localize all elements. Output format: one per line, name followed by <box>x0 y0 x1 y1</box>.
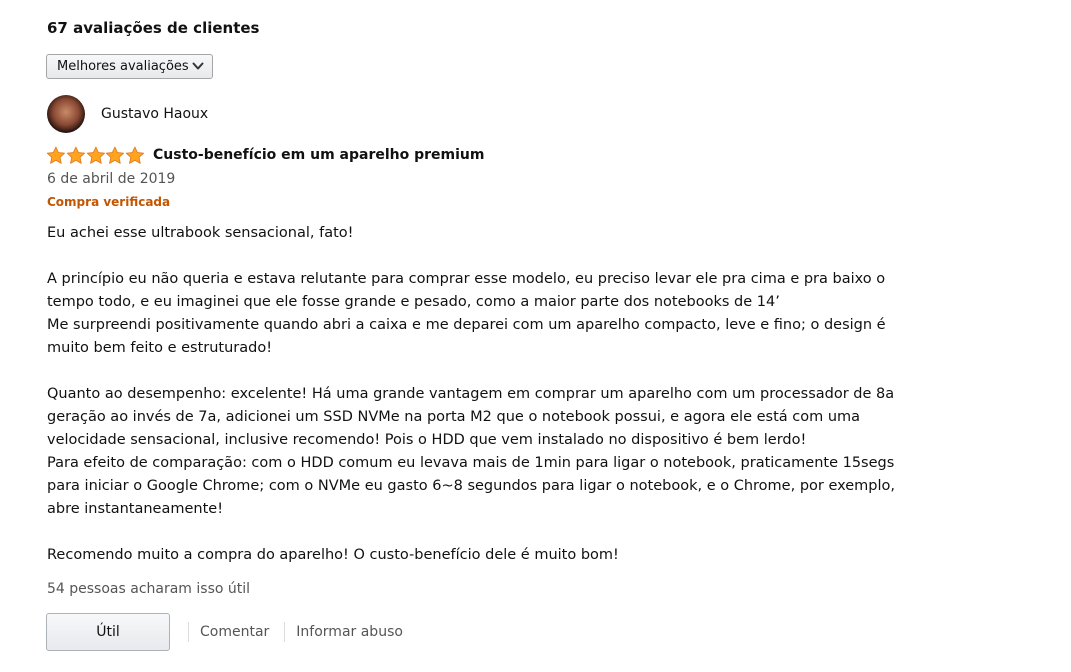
review-paragraph: Recomendo muito a compra do aparelho! O custo-benefício dele é muito bom! <box>47 547 619 563</box>
review-paragraph: A princípio eu não queria e estava relutante para comprar esse modelo, eu preciso levar ele pra cima e pra baixo o tempo todo, e eu imaginei que ele fosse grande e pesado, como a maior parte dos notebooks de 14’ <box>47 271 886 310</box>
star-icon <box>66 146 86 165</box>
divider <box>284 622 285 642</box>
verified-purchase-badge[interactable]: Compra verificada <box>47 195 171 209</box>
helpful-button[interactable]: Útil <box>46 613 170 651</box>
avatar[interactable] <box>47 95 85 133</box>
star-icon <box>125 146 145 165</box>
comment-link[interactable]: Comentar <box>200 624 270 640</box>
sort-dropdown[interactable] <box>46 54 213 79</box>
paragraph-gap <box>47 360 927 383</box>
reviewer-name[interactable]: Gustavo Haoux <box>101 106 209 122</box>
review-paragraph: Eu achei esse ultrabook sensacional, fato! <box>47 225 354 241</box>
review-paragraph: Me surpreendi positivamente quando abri a caixa e me deparei com um aparelho compacto, leve e fino; o design é muito bem feito e estruturado! <box>47 317 886 356</box>
sort-selected-label: Melhores avaliações <box>57 59 189 74</box>
rating-row <box>46 145 484 165</box>
star-rating[interactable] <box>46 146 145 165</box>
helpful-count: 54 pessoas acharam isso útil <box>47 581 251 597</box>
star-icon <box>105 146 125 165</box>
review-paragraph: Quanto ao desempenho: excelente! Há uma grande vantagem em comprar um aparelho com um processador de 8a geração ao invés de 7a, adicionei um SSD NVMe na porta M2 que o notebook possui, e agora ele está com uma velocidade sensacional, inclusive recomendo! Pois o HDD que vem instalado no dispositivo é bem lerdo! <box>47 386 895 448</box>
review-title[interactable]: Custo-benefício em um aparelho premium <box>153 147 485 163</box>
paragraph-gap <box>47 245 927 268</box>
report-abuse-link[interactable]: Informar abuso <box>296 624 403 640</box>
review-paragraph: Para efeito de comparação: com o HDD comum eu levava mais de 1min para ligar o notebook, praticamente 15segs para iniciar o Google Chrome; com o NVMe eu gasto 6~8 segundos para ligar o notebook, e o Chrome, por exemplo, abre instantaneamente! <box>47 455 896 517</box>
review-body <box>47 222 927 567</box>
divider <box>188 622 189 642</box>
chevron-down-icon <box>192 61 204 71</box>
paragraph-gap <box>47 521 927 544</box>
reviewer-profile[interactable] <box>47 95 208 133</box>
reviews-count-header: 67 avaliações de clientes <box>47 19 260 37</box>
review-actions <box>46 613 403 651</box>
star-icon <box>46 146 66 165</box>
star-icon <box>86 146 106 165</box>
review-date: 6 de abril de 2019 <box>47 171 176 187</box>
